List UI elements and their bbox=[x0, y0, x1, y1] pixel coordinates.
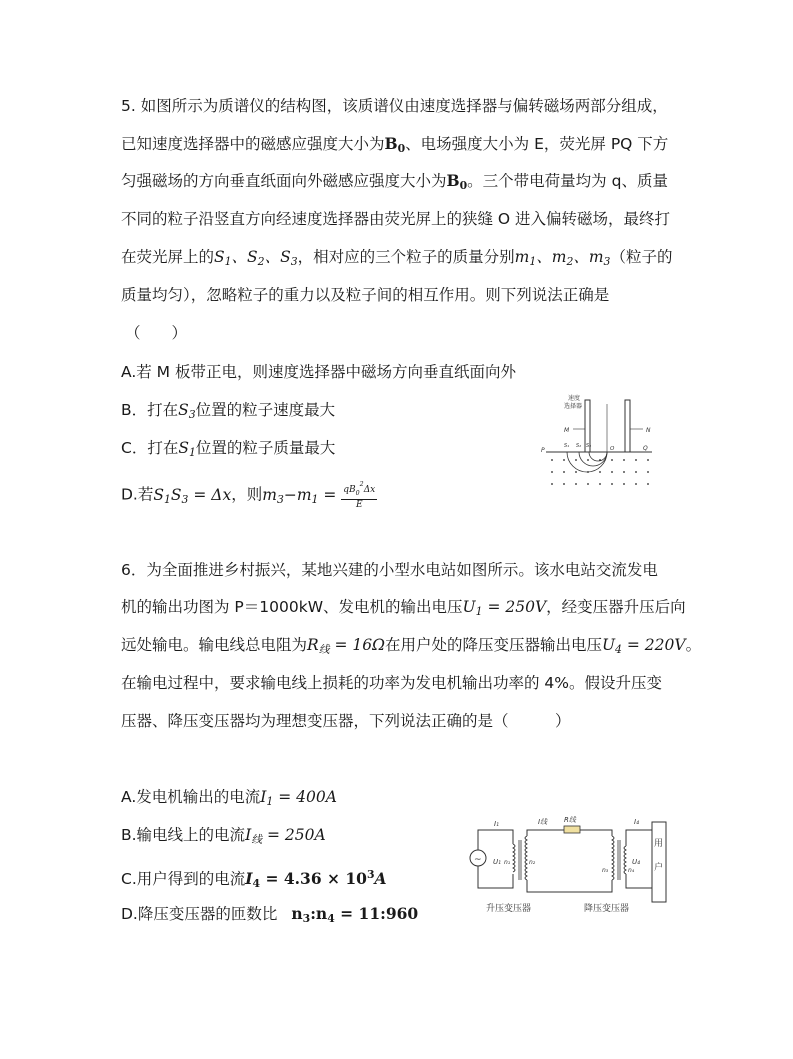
selector-label-1: 速度 bbox=[568, 395, 581, 402]
label-n1: n₁ bbox=[504, 859, 511, 866]
q6-option-d: D.降压变压器的匝数比 $n_3:n_4$ = 11:960 bbox=[121, 904, 419, 925]
q6-option-b: B.输电线上的电流$I_线 = 250A$ bbox=[121, 826, 326, 846]
generator-symbol: ~ bbox=[474, 855, 482, 865]
q6-line-2: 机的输出功图为 P＝1000kW、发电机的输出电压$U_1 = 250V$，经变压器升压后向 bbox=[121, 598, 686, 618]
label-s3: S₃ bbox=[586, 443, 592, 449]
label-r-line: R线 bbox=[564, 816, 576, 824]
label-n3: n₃ bbox=[602, 867, 609, 874]
math-B0: $B_0$ bbox=[446, 171, 468, 192]
label-i4: I₄ bbox=[634, 818, 639, 826]
label-n2: n₂ bbox=[529, 859, 536, 866]
label-i1: I₁ bbox=[494, 820, 499, 828]
label-q: Q bbox=[643, 445, 648, 452]
math-s1-s2-s3: $S_1$、$S_2$、$S_3$ bbox=[214, 248, 298, 268]
q6-line-4: 在输电过程中，要求输电线上损耗的功率为发电机输出功率的 4%。假设升压变 bbox=[121, 674, 663, 692]
user-load bbox=[652, 822, 666, 902]
q5-line-6: 质量均匀），忽略粒子的重力以及粒子间的相互作用。则下列说法正确是 bbox=[121, 286, 610, 304]
q6-line-5: 压器、降压变压器均为理想变压器，下列说法正确的是（ ） bbox=[121, 712, 571, 730]
q5-option-d: D.若$S_1S_3 = \Delta x$，则$m_3-m_1$ = $\frac{qB_0^2\Delta x}{E}$ bbox=[121, 481, 376, 510]
label-n: N bbox=[646, 427, 651, 434]
q5-line-1: 5. 如图所示为质谱仪的结构图，该质谱仪由速度选择器与偏转磁场两部分组成， bbox=[121, 97, 668, 115]
q5-line-4: 不同的粒子沿竖直方向经速度选择器由荧光屏上的狭缝 O 进入偏转磁场，最终打 bbox=[121, 210, 671, 228]
step-down-primary-coil bbox=[612, 836, 614, 880]
label-n4: n₄ bbox=[628, 867, 635, 874]
q6-line-3: 远处输电。输电线总电阻为$R_线 = 16\Omega$在用户处的降压变压器输出电压$U_4 = 220V$。 bbox=[121, 636, 702, 656]
label-s1: S₁ bbox=[564, 443, 570, 449]
user-label-1: 用 bbox=[654, 839, 664, 849]
step-up-primary-coil bbox=[513, 844, 515, 872]
magnetic-field-dots bbox=[551, 459, 649, 485]
trajectory-1 bbox=[567, 452, 607, 472]
q6-line-1: 6．为全面推进乡村振兴，某地兴建的小型水电站如图所示。该水电站交流发电 bbox=[121, 561, 658, 579]
label-i-line: I线 bbox=[538, 818, 548, 826]
selector-label-2: 选择器 bbox=[564, 403, 583, 410]
q5-line-3: 匀强磁场的方向垂直纸面向外磁感应强度大小为$B_0$。三个带电荷量均为 q、质量 bbox=[121, 171, 668, 192]
label-m: M bbox=[564, 427, 570, 434]
power-transmission-figure bbox=[466, 812, 676, 918]
q5-line-5: 在荧光屏上的$S_1$、$S_2$、$S_3$，相对应的三个粒子的质量分别$m_1$、$m_2$、$m_3$（粒子的 bbox=[121, 248, 673, 268]
math-m1-m2-m3: $m_1$、$m_2$、$m_3$ bbox=[514, 248, 611, 268]
plate-n bbox=[625, 400, 630, 452]
label-u4: U₄ bbox=[632, 858, 640, 866]
step-down-caption: 降压变压器 bbox=[584, 904, 630, 914]
q5-line-2: 已知速度选择器中的磁感应强度大小为$B_0$、电场强度大小为 E，荧光屏 PQ 下方 bbox=[121, 134, 669, 155]
q5-option-c: C．打在$S_1$位置的粒子质量最大 bbox=[121, 439, 336, 459]
q6-option-c: C.用户得到的电流$I_4 = 4.36 \times 10^3A$ bbox=[121, 868, 387, 890]
line-resistor bbox=[564, 826, 580, 833]
mass-spectrometer-figure bbox=[540, 392, 658, 496]
label-p: P bbox=[541, 447, 545, 454]
label-u1: U₁ bbox=[493, 858, 501, 866]
q6-option-a: A.发电机输出的电流$I_1 = 400A$ bbox=[121, 788, 337, 808]
math-B0: $B_0$ bbox=[384, 134, 406, 155]
q5-option-a: A.若 M 板带正电，则速度选择器中磁场方向垂直纸面向外 bbox=[121, 363, 516, 381]
step-down-secondary-coil bbox=[624, 846, 626, 874]
label-o: O bbox=[610, 446, 615, 452]
q5-answer-bracket: （ ） bbox=[125, 324, 188, 342]
q5-option-b: B．打在$S_3$位置的粒子速度最大 bbox=[121, 401, 336, 421]
user-label-2: 户 bbox=[654, 863, 664, 873]
step-up-caption: 升压变压器 bbox=[486, 904, 532, 914]
step-up-secondary-coil bbox=[525, 836, 527, 880]
label-s2: S₂ bbox=[576, 443, 582, 449]
fraction-qB0-dx-over-E: $\frac{qB_0^2\Delta x}{E}$ bbox=[343, 481, 376, 510]
